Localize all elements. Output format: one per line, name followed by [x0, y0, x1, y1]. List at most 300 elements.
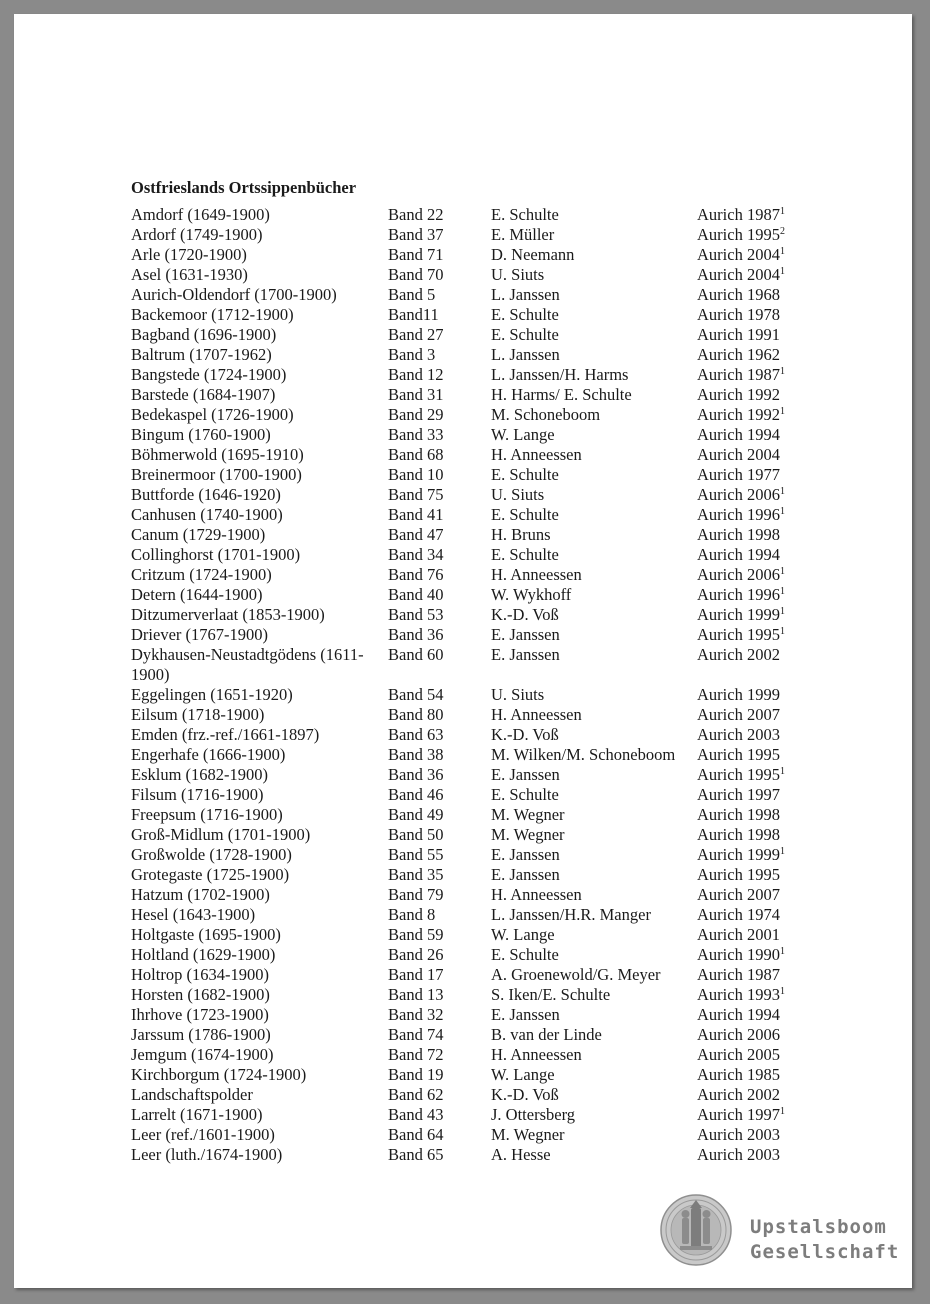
- publication: [697, 525, 780, 545]
- publication: [697, 685, 780, 705]
- publication-place-year: Aurich 2003: [697, 1125, 780, 1144]
- place-name: Buttforde (1646-1920): [131, 485, 281, 504]
- publication-place-year: Aurich 2003: [697, 725, 780, 744]
- list-item: [131, 765, 831, 785]
- author-name: E. Schulte: [491, 325, 559, 344]
- author-name: H. Anneessen: [491, 885, 582, 904]
- publication-place-year: Aurich 1999: [697, 605, 780, 624]
- publication: [697, 365, 785, 385]
- author-name: E. Schulte: [491, 465, 559, 484]
- author-name: E. Schulte: [491, 545, 559, 564]
- author-name: U. Siuts: [491, 485, 545, 504]
- publication: [697, 945, 785, 965]
- author-name: H. Bruns: [491, 525, 551, 544]
- publication-place-year: Aurich 1996: [697, 505, 780, 524]
- list-item: [131, 365, 831, 385]
- publication-place-year: Aurich 2004: [697, 445, 780, 464]
- list-item: [131, 405, 831, 425]
- list-item: [131, 705, 831, 725]
- list-item: [131, 285, 831, 305]
- publication-place-year: Aurich 2004: [697, 245, 780, 264]
- place-name: Freepsum (1716-1900): [131, 805, 283, 824]
- list-item: [131, 1125, 831, 1145]
- place-name: Jemgum (1674-1900): [131, 1045, 274, 1064]
- wordmark-line-2: Gesellschaft: [750, 1241, 900, 1263]
- band-number: Band 38: [388, 745, 444, 764]
- list-item: [131, 905, 831, 925]
- place-name: Filsum (1716-1900): [131, 785, 264, 804]
- list-item: [131, 265, 831, 285]
- author-name: H. Anneessen: [491, 445, 582, 464]
- place-name: Emden (frz.-ref./1661-1897): [131, 725, 320, 744]
- publication-place-year: Aurich 2002: [697, 645, 780, 664]
- place-name: Critzum (1724-1900): [131, 565, 272, 584]
- author-name: U. Siuts: [491, 685, 545, 704]
- list-item: [131, 545, 831, 565]
- publication-place-year: Aurich 1987: [697, 205, 780, 224]
- author-name: M. Wegner: [491, 805, 565, 824]
- list-item: [131, 585, 831, 605]
- band-number: Band 75: [388, 485, 444, 504]
- author-name: E. Müller: [491, 225, 555, 244]
- place-name: Jarssum (1786-1900): [131, 1025, 271, 1044]
- place-name: Amdorf (1649-1900): [131, 205, 270, 224]
- list-item: [131, 425, 831, 445]
- band-number: Band 60: [388, 645, 444, 664]
- list-item: [131, 625, 831, 645]
- publication: [697, 965, 780, 985]
- footnote-marker: 1: [779, 606, 785, 617]
- list-item: [131, 845, 831, 865]
- place-name: Baltrum (1707-1962): [131, 345, 272, 364]
- publication: [697, 465, 780, 485]
- list-item: [131, 1005, 831, 1025]
- band-number: Band 70: [388, 265, 444, 284]
- publication: [697, 225, 785, 245]
- list-item: [131, 885, 831, 905]
- author-name: E. Janssen: [491, 645, 560, 664]
- place-name: Ardorf (1749-1900): [131, 225, 263, 244]
- place-name: Eggelingen (1651-1920): [131, 685, 293, 704]
- publication: [697, 1105, 785, 1125]
- author-name: M. Wilken/M. Schoneboom: [491, 745, 676, 764]
- list-item: [131, 565, 831, 585]
- place-name: Holtgaste (1695-1900): [131, 925, 281, 944]
- footnote-marker: 1: [779, 586, 785, 597]
- document-page: [14, 14, 912, 1288]
- society-seal-icon: [660, 1194, 732, 1266]
- publication: [697, 725, 780, 745]
- author-name: D. Neemann: [491, 245, 575, 264]
- place-name: Großwolde (1728-1900): [131, 845, 292, 864]
- publication-place-year: Aurich 1990: [697, 945, 780, 964]
- list-item: [131, 205, 831, 225]
- footnote-marker: 1: [779, 406, 785, 417]
- list-item: [131, 345, 831, 365]
- place-name: Canum (1729-1900): [131, 525, 266, 544]
- list-item: [131, 485, 831, 505]
- author-name: L. Janssen: [491, 345, 560, 364]
- author-name: K.-D. Voß: [491, 605, 559, 624]
- page-title: Ostfrieslands Ortssippenbücher: [131, 178, 357, 197]
- publication-place-year: Aurich 1995: [697, 625, 780, 644]
- band-number: Band 41: [388, 505, 444, 524]
- publication: [697, 345, 780, 365]
- band-number: Band 76: [388, 565, 444, 584]
- list-item: [131, 645, 831, 685]
- publication: [697, 1145, 780, 1165]
- society-wordmark: [750, 1215, 899, 1265]
- publication-place-year: Aurich 1995: [697, 765, 780, 784]
- publication: [697, 1005, 780, 1025]
- author-name: K.-D. Voß: [491, 1085, 559, 1104]
- entry-list: [131, 205, 831, 1165]
- publication-place-year: Aurich 1962: [697, 345, 780, 364]
- publication-place-year: Aurich 2006: [697, 565, 780, 584]
- place-name: Engerhafe (1666-1900): [131, 745, 286, 764]
- place-name: Canhusen (1740-1900): [131, 505, 283, 524]
- author-name: B. van der Linde: [491, 1025, 602, 1044]
- publication: [697, 785, 780, 805]
- band-number: Band 79: [388, 885, 444, 904]
- publication: [697, 885, 780, 905]
- list-item: [131, 305, 831, 325]
- band-number: Band 72: [388, 1045, 444, 1064]
- band-number: Band 8: [388, 905, 436, 924]
- list-item: [131, 525, 831, 545]
- publication-place-year: Aurich 1995: [697, 225, 780, 244]
- publication-place-year: Aurich 1997: [697, 1105, 780, 1124]
- band-number: Band 22: [388, 205, 444, 224]
- publication: [697, 825, 780, 845]
- list-item: [131, 245, 831, 265]
- publication-place-year: Aurich 1995: [697, 865, 780, 884]
- place-name: Arle (1720-1900): [131, 245, 247, 264]
- list-item: [131, 805, 831, 825]
- list-item: [131, 1145, 831, 1165]
- footnote-marker: 1: [779, 206, 785, 217]
- place-name: Ihrhove (1723-1900): [131, 1005, 269, 1024]
- publication: [697, 1125, 780, 1145]
- place-name: Leer (luth./1674-1900): [131, 1145, 283, 1164]
- footnote-marker: 1: [779, 766, 785, 777]
- band-number: Band 65: [388, 1145, 444, 1164]
- list-item: [131, 825, 831, 845]
- place-name: Bangstede (1724-1900): [131, 365, 287, 384]
- place-name: Eilsum (1718-1900): [131, 705, 265, 724]
- publication-place-year: Aurich 1995: [697, 745, 780, 764]
- list-item: [131, 325, 831, 345]
- author-name: U. Siuts: [491, 265, 545, 284]
- band-number: Band 10: [388, 465, 444, 484]
- place-name: Breinermoor (1700-1900): [131, 465, 302, 484]
- publication: [697, 445, 780, 465]
- publication: [697, 405, 785, 425]
- footnote-marker: 1: [779, 946, 785, 957]
- publication: [697, 605, 785, 625]
- publication-place-year: Aurich 1994: [697, 545, 780, 564]
- band-number: Band 37: [388, 225, 444, 244]
- publication: [697, 865, 780, 885]
- band-number: Band 34: [388, 545, 444, 564]
- author-name: E. Schulte: [491, 945, 559, 964]
- publication: [697, 745, 780, 765]
- author-name: H. Anneessen: [491, 1045, 582, 1064]
- list-item: [131, 725, 831, 745]
- wordmark-line-1: Upstalsboom: [750, 1216, 887, 1238]
- place-name: Kirchborgum (1724-1900): [131, 1065, 307, 1084]
- list-item: [131, 785, 831, 805]
- list-item: [131, 225, 831, 245]
- place-name: Groß-Midlum (1701-1900): [131, 825, 311, 844]
- place-name: Hesel (1643-1900): [131, 905, 256, 924]
- publication: [697, 425, 780, 445]
- band-number: Band 3: [388, 345, 436, 364]
- place-name: Driever (1767-1900): [131, 625, 268, 644]
- author-name: W. Wykhoff: [491, 585, 572, 604]
- publication-place-year: Aurich 1999: [697, 845, 780, 864]
- publication: [697, 305, 780, 325]
- list-item: [131, 965, 831, 985]
- list-item: [131, 505, 831, 525]
- author-name: H. Anneessen: [491, 705, 582, 724]
- publication-place-year: Aurich 2006: [697, 485, 780, 504]
- list-item: [131, 465, 831, 485]
- band-number: Band 46: [388, 785, 444, 804]
- publication: [697, 485, 785, 505]
- publication: [697, 1065, 780, 1085]
- place-name: Holtrop (1634-1900): [131, 965, 269, 984]
- publication-place-year: Aurich 1978: [697, 305, 780, 324]
- place-name: Asel (1631-1930): [131, 265, 248, 284]
- publication-place-year: Aurich 2001: [697, 925, 780, 944]
- author-name: A. Hesse: [491, 1145, 551, 1164]
- band-number: Band 35: [388, 865, 444, 884]
- place-name: Bedekaspel (1726-1900): [131, 405, 294, 424]
- publication: [697, 325, 780, 345]
- place-name: Detern (1644-1900): [131, 585, 263, 604]
- place-name: Collinghorst (1701-1900): [131, 545, 301, 564]
- author-name: H. Anneessen: [491, 565, 582, 584]
- band-number: Band11: [388, 305, 439, 324]
- publication-place-year: Aurich 1968: [697, 285, 780, 304]
- publication-place-year: Aurich 1994: [697, 1005, 780, 1024]
- author-name: L. Janssen: [491, 285, 560, 304]
- band-number: Band 47: [388, 525, 444, 544]
- band-number: Band 68: [388, 445, 444, 464]
- publication: [697, 985, 785, 1005]
- band-number: Band 12: [388, 365, 444, 384]
- place-name: Holtland (1629-1900): [131, 945, 276, 964]
- author-name: S. Iken/E. Schulte: [491, 985, 611, 1004]
- publication-place-year: Aurich 2004: [697, 265, 780, 284]
- publication: [697, 645, 780, 665]
- author-name: J. Ottersberg: [491, 1105, 576, 1124]
- place-name: Ditzumerverlaat (1853-1900): [131, 605, 325, 624]
- band-number: Band 31: [388, 385, 444, 404]
- list-item: [131, 1105, 831, 1125]
- place-name: Hatzum (1702-1900): [131, 885, 270, 904]
- footnote-marker: 1: [779, 846, 785, 857]
- band-number: Band 5: [388, 285, 436, 304]
- place-name: Aurich-Oldendorf (1700-1900): [131, 285, 337, 304]
- footnote-marker: 1: [779, 246, 785, 257]
- band-number: Band 36: [388, 765, 444, 784]
- band-number: Band 27: [388, 325, 444, 344]
- band-number: Band 74: [388, 1025, 444, 1044]
- band-number: Band 55: [388, 845, 444, 864]
- place-name: Dykhausen-Neustadtgödens (1611-1900): [131, 645, 364, 684]
- place-name: Bagband (1696-1900): [131, 325, 277, 344]
- author-name: E. Schulte: [491, 205, 559, 224]
- publication: [697, 1085, 780, 1105]
- band-number: Band 53: [388, 605, 444, 624]
- publication: [697, 565, 785, 585]
- list-item: [131, 1065, 831, 1085]
- publication: [697, 545, 780, 565]
- publication: [697, 925, 780, 945]
- place-name: Esklum (1682-1900): [131, 765, 269, 784]
- author-name: E. Schulte: [491, 785, 559, 804]
- publication-place-year: Aurich 2005: [697, 1045, 780, 1064]
- list-item: [131, 1045, 831, 1065]
- list-item: [131, 865, 831, 885]
- band-number: Band 13: [388, 985, 444, 1004]
- author-name: E. Janssen: [491, 845, 560, 864]
- list-item: [131, 685, 831, 705]
- author-name: E. Janssen: [491, 765, 560, 784]
- publication: [697, 385, 780, 405]
- place-name: Larrelt (1671-1900): [131, 1105, 263, 1124]
- band-number: Band 26: [388, 945, 444, 964]
- publication: [697, 205, 785, 225]
- place-name: Grotegaste (1725-1900): [131, 865, 290, 884]
- band-number: Band 54: [388, 685, 444, 704]
- footnote-marker: 1: [779, 566, 785, 577]
- publication-place-year: Aurich 1998: [697, 805, 780, 824]
- publication-place-year: Aurich 2002: [697, 1085, 780, 1104]
- place-name: Landschaftspolder: [131, 1085, 253, 1104]
- publication: [697, 585, 785, 605]
- footnote-marker: 1: [779, 506, 785, 517]
- place-name: Böhmerwold (1695-1910): [131, 445, 304, 464]
- footnote-marker: 1: [779, 1106, 785, 1117]
- author-name: W. Lange: [491, 925, 555, 944]
- author-name: A. Groenewold/G. Meyer: [491, 965, 661, 984]
- band-number: Band 62: [388, 1085, 444, 1104]
- footnote-marker: 1: [779, 626, 785, 637]
- author-name: L. Janssen/H. Harms: [491, 365, 629, 384]
- band-number: Band 64: [388, 1125, 444, 1144]
- band-number: Band 43: [388, 1105, 444, 1124]
- band-number: Band 63: [388, 725, 444, 744]
- list-item: [131, 1025, 831, 1045]
- publication: [697, 265, 785, 285]
- publication-place-year: Aurich 1998: [697, 525, 780, 544]
- author-name: L. Janssen/H.R. Manger: [491, 905, 651, 924]
- author-name: E. Janssen: [491, 1005, 560, 1024]
- publication-place-year: Aurich 2007: [697, 705, 780, 724]
- band-number: Band 17: [388, 965, 444, 984]
- author-name: W. Lange: [491, 425, 555, 444]
- list-item: [131, 385, 831, 405]
- publication-place-year: Aurich 1994: [697, 425, 780, 444]
- list-item: [131, 985, 831, 1005]
- publication-place-year: Aurich 1997: [697, 785, 780, 804]
- band-number: Band 59: [388, 925, 444, 944]
- publication-place-year: Aurich 1977: [697, 465, 780, 484]
- publication-place-year: Aurich 1992: [697, 385, 780, 404]
- publication: [697, 905, 780, 925]
- publication: [697, 705, 780, 725]
- footnote-marker: 1: [779, 986, 785, 997]
- publication-place-year: Aurich 2006: [697, 1025, 780, 1044]
- place-name: Horsten (1682-1900): [131, 985, 270, 1004]
- author-name: E. Janssen: [491, 865, 560, 884]
- author-name: E. Schulte: [491, 305, 559, 324]
- author-name: M. Wegner: [491, 825, 565, 844]
- place-name: Barstede (1684-1907): [131, 385, 276, 404]
- footnote-marker: 2: [779, 226, 785, 237]
- publication-place-year: Aurich 1996: [697, 585, 780, 604]
- publication-place-year: Aurich 1999: [697, 685, 780, 704]
- list-item: [131, 1085, 831, 1105]
- list-item: [131, 745, 831, 765]
- band-number: Band 49: [388, 805, 444, 824]
- author-name: W. Lange: [491, 1065, 555, 1084]
- publication: [697, 285, 780, 305]
- band-number: Band 40: [388, 585, 444, 604]
- list-item: [131, 925, 831, 945]
- publication: [697, 625, 785, 645]
- publication: [697, 1025, 780, 1045]
- author-name: H. Harms/ E. Schulte: [491, 385, 632, 404]
- publication-place-year: Aurich 1985: [697, 1065, 780, 1084]
- place-name: Backemoor (1712-1900): [131, 305, 294, 324]
- band-number: Band 19: [388, 1065, 444, 1084]
- publication: [697, 1045, 780, 1065]
- author-name: M. Schoneboom: [491, 405, 601, 424]
- band-number: Band 80: [388, 705, 444, 724]
- footnote-marker: 1: [779, 486, 785, 497]
- footnote-marker: 1: [779, 366, 785, 377]
- publication-place-year: Aurich 1992: [697, 405, 780, 424]
- publication: [697, 505, 785, 525]
- publication-place-year: Aurich 2007: [697, 885, 780, 904]
- band-number: Band 33: [388, 425, 444, 444]
- publication-place-year: Aurich 1991: [697, 325, 780, 344]
- band-number: Band 36: [388, 625, 444, 644]
- list-item: [131, 445, 831, 465]
- publication-place-year: Aurich 1974: [697, 905, 780, 924]
- list-item: [131, 945, 831, 965]
- band-number: Band 50: [388, 825, 444, 844]
- publication-place-year: Aurich 2003: [697, 1145, 780, 1164]
- publication: [697, 765, 785, 785]
- author-name: M. Wegner: [491, 1125, 565, 1144]
- publication: [697, 245, 785, 265]
- band-number: Band 32: [388, 1005, 444, 1024]
- author-name: K.-D. Voß: [491, 725, 559, 744]
- publication-place-year: Aurich 1993: [697, 985, 780, 1004]
- band-number: Band 71: [388, 245, 444, 264]
- publication-place-year: Aurich 1987: [697, 365, 780, 384]
- list-item: [131, 605, 831, 625]
- publication-place-year: Aurich 1998: [697, 825, 780, 844]
- author-name: E. Schulte: [491, 505, 559, 524]
- place-name: Bingum (1760-1900): [131, 425, 271, 444]
- publication-place-year: Aurich 1987: [697, 965, 780, 984]
